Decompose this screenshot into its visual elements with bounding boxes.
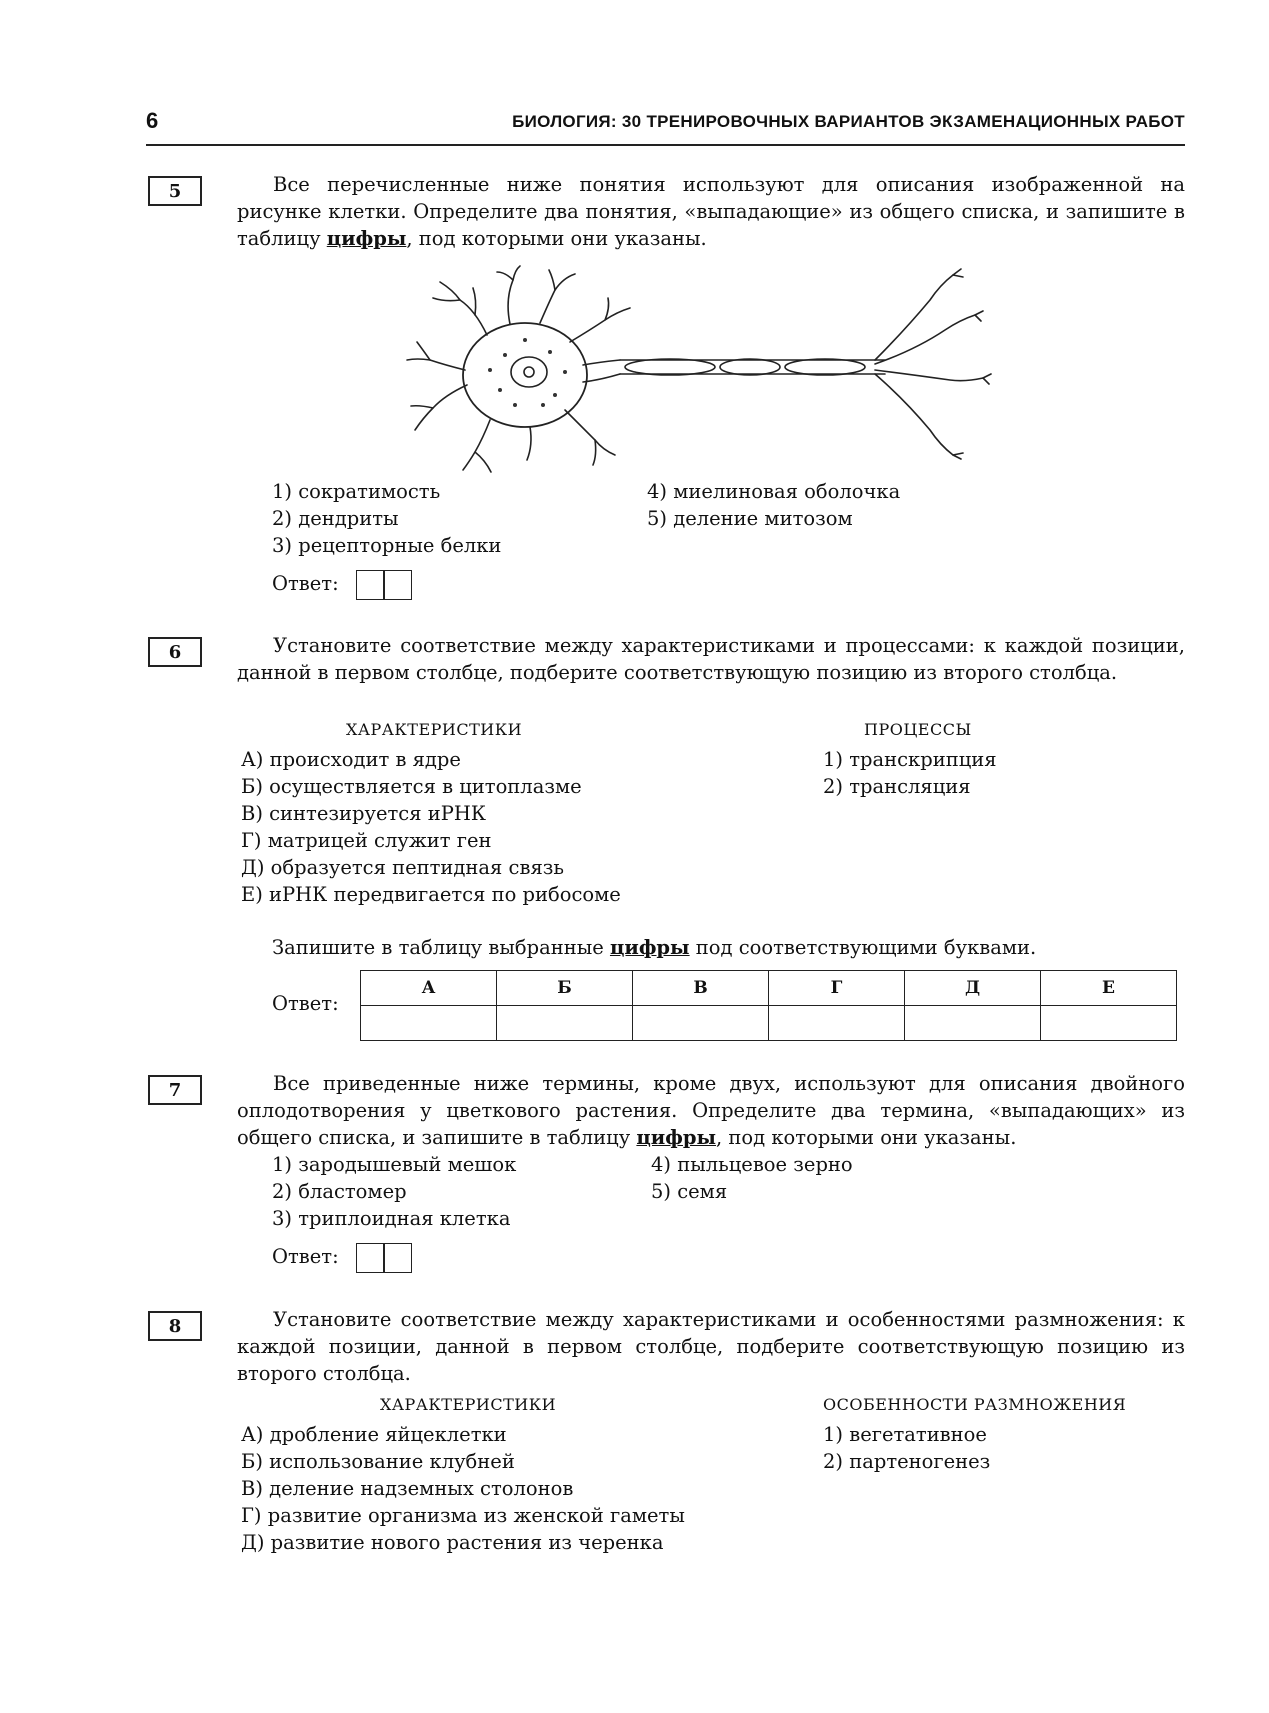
q5-answer-cells (357, 570, 412, 600)
q7-answer-label: Ответ: (272, 1245, 339, 1268)
q6-process-2: 2) трансляция (823, 775, 971, 798)
question-6-number: 6 (148, 637, 202, 667)
question-7-text: Все приведенные ниже термины, кроме двух, используют для описания двойного оплодотворения у цветкового растения. Определите два термина, «выпадающих» из общего списка, и запишите в таблицу цифры, под которыми они указаны. (237, 1072, 1185, 1149)
q5-option-4: 4) миелиновая оболочка (647, 480, 901, 503)
q8-char-g: Г) развитие организма из женской гаметы (241, 1504, 685, 1527)
q6-answer-cell[interactable] (361, 1006, 497, 1041)
q7-option-1: 1) зародышевый мешок (272, 1153, 517, 1176)
q6-col1-header: ХАРАКТЕРИСТИКИ (346, 720, 523, 739)
q5-option-5: 5) деление митозом (647, 507, 853, 530)
q7-option-5: 5) семя (651, 1180, 728, 1203)
question-6-text: Установите соответствие между характеристиками и процессами: к каждой позиции, данной в первом столбце, подберите соответствующую позицию из второго столбца. (237, 634, 1185, 684)
q6-answer-cell[interactable] (497, 1006, 633, 1041)
q6-answer-cell[interactable] (1041, 1006, 1177, 1041)
page-number: 6 (146, 108, 159, 133)
q5-answer-cell[interactable] (383, 570, 412, 600)
q6-answer-cell[interactable] (769, 1006, 905, 1041)
q6-table-header: Е (1041, 971, 1177, 1006)
q6-answer-cell[interactable] (633, 1006, 769, 1041)
q6-instruction: Запишите в таблицу выбранные цифры под соответствующими буквами. (272, 936, 1037, 959)
q6-char-g: Г) матрицей служит ген (241, 829, 492, 852)
q7-answer-cells (357, 1243, 412, 1273)
q5-answer-cell[interactable] (356, 570, 385, 600)
q7-option-3: 3) триплоидная клетка (272, 1207, 511, 1230)
q6-char-d: Д) образуется пептидная связь (241, 856, 565, 879)
q6-table-header: Д (905, 971, 1041, 1006)
q6-table-header: Г (769, 971, 905, 1006)
q8-col1-header: ХАРАКТЕРИСТИКИ (380, 1395, 557, 1414)
q6-char-a: А) происходит в ядре (241, 748, 461, 771)
q7-option-4: 4) пыльцевое зерно (651, 1153, 853, 1176)
q5-option-1: 1) сократимость (272, 480, 441, 503)
header-rule (146, 144, 1185, 146)
q5-answer-label: Ответ: (272, 572, 339, 595)
q5-option-2: 2) дендриты (272, 507, 399, 530)
q8-char-d: Д) развитие нового растения из черенка (241, 1531, 664, 1554)
q6-process-1: 1) транскрипция (823, 748, 997, 771)
question-7-number: 7 (148, 1075, 202, 1105)
q6-answer-cell[interactable] (905, 1006, 1041, 1041)
q8-char-v: В) деление надземных столонов (241, 1477, 574, 1500)
q5-option-3: 3) рецепторные белки (272, 534, 502, 557)
q6-char-v: В) синтезируется иРНК (241, 802, 486, 825)
q6-table-header-row (361, 971, 1177, 1006)
q6-char-b: Б) осуществляется в цитоплазме (241, 775, 582, 798)
book-title: БИОЛОГИЯ: 30 ТРЕНИРОВОЧНЫХ ВАРИАНТОВ ЭКЗАМЕНАЦИОННЫХ РАБОТ (512, 112, 1185, 131)
q6-table-header: В (633, 971, 769, 1006)
neuron-drawing (405, 260, 995, 475)
q6-table-answer-row (361, 1006, 1177, 1041)
q8-char-a: А) дробление яйцеклетки (241, 1423, 507, 1446)
q6-answer-label: Ответ: (272, 992, 339, 1015)
question-8-number: 8 (148, 1311, 202, 1341)
q8-type-2: 2) партеногенез (823, 1450, 991, 1473)
q8-col2-header: ОСОБЕННОСТИ РАЗМНОЖЕНИЯ (823, 1395, 1127, 1414)
q8-char-b: Б) использование клубней (241, 1450, 515, 1473)
q7-answer-cell[interactable] (356, 1243, 385, 1273)
q6-col2-header: ПРОЦЕССЫ (864, 720, 972, 739)
question-5-text: Все перечисленные ниже понятия используют для описания изображенной на рисунке клетки. Определите два понятия, «выпадающие» из общего списка, и запишите в таблицу цифры, под которыми они указаны. (237, 173, 1185, 250)
q6-table-header: А (361, 971, 497, 1006)
question-8-text: Установите соответствие между характеристиками и особенностями размножения: к каждой позиции, данной в первом столбце, подберите соответствующую позицию из второго столбца. (237, 1308, 1185, 1385)
q7-option-2: 2) бластомер (272, 1180, 407, 1203)
q7-answer-cell[interactable] (383, 1243, 412, 1273)
q8-type-1: 1) вегетативное (823, 1423, 987, 1446)
question-5-number: 5 (148, 176, 202, 206)
q6-table-header: Б (497, 971, 633, 1006)
q6-answer-table (360, 970, 1177, 1041)
q6-char-e: Е) иРНК передвигается по рибосоме (241, 883, 621, 906)
